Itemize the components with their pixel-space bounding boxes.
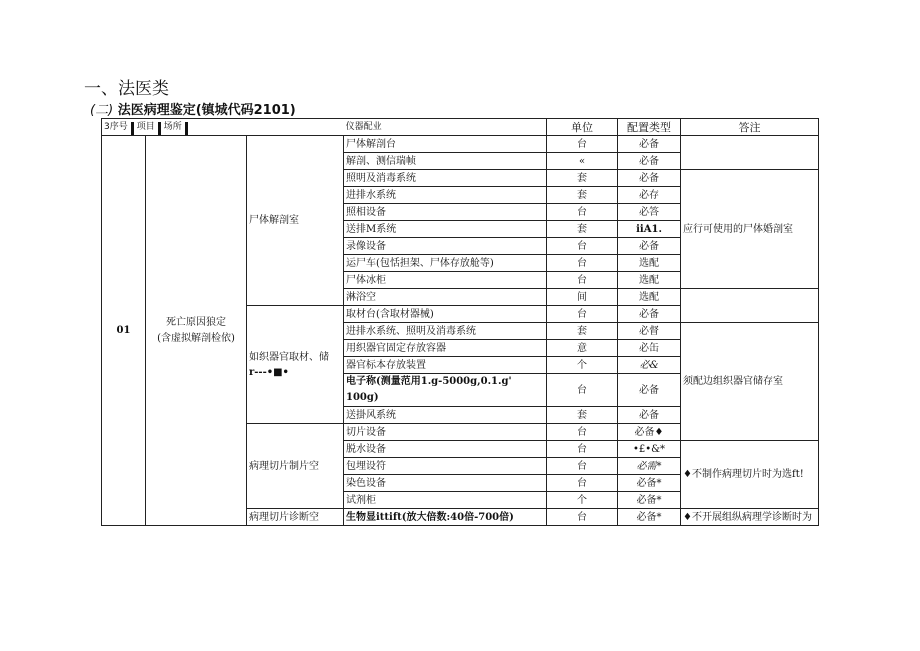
item-unit: 意 [547, 340, 618, 357]
equipment-table [101, 118, 819, 526]
item-type: 必备 [618, 306, 681, 323]
table-header-row [102, 119, 819, 136]
item-unit: 台 [547, 475, 618, 492]
table-row [102, 136, 819, 153]
item-name: 淋浴空 [344, 289, 547, 306]
item-unit: 台 [547, 255, 618, 272]
room-cell-tissue: 如织器官取材、储 r---•■• [247, 306, 344, 424]
item-name: 进排水系统 [344, 187, 547, 204]
item-unit: 台 [547, 441, 618, 458]
item-name: 尸体冰柜 [344, 272, 547, 289]
item-unit: 间 [547, 289, 618, 306]
item-unit: 台 [547, 238, 618, 255]
item-type: 必备 [618, 407, 681, 424]
item-type: 选配 [618, 272, 681, 289]
item-name: 切片设备 [344, 424, 547, 441]
room-cell-slide-prep: 病理切片制片空 [247, 424, 344, 509]
item-unit: « [547, 153, 618, 170]
item-unit: 台 [547, 458, 618, 475]
seq-cell: 01 [102, 136, 146, 526]
item-name: 生物显ittift(放大倍数:40倍-700倍) [344, 509, 547, 526]
item-unit: 台 [547, 509, 618, 526]
item-unit: 台 [547, 306, 618, 323]
item-type: 必存 [618, 187, 681, 204]
item-type: 必答 [618, 204, 681, 221]
item-type: 必备♦ [618, 424, 681, 441]
note-cell-autopsy: 应行可使用的尸体婚剖室 [681, 170, 819, 289]
item-name: 包埋设符 [344, 458, 547, 475]
item-unit: 台 [547, 424, 618, 441]
item-name: 电子称(测量范用1.g-5000g,0.1.g' 100g) [344, 374, 547, 407]
item-type: 选配 [618, 289, 681, 306]
item-name: 器官标本存放装置 [344, 357, 547, 374]
item-name: 照相设备 [344, 204, 547, 221]
item-type: 必督 [618, 323, 681, 340]
item-type: 必备* [618, 475, 681, 492]
subsection-title: 法医病理鉴定(镇城代码2101) [117, 103, 296, 118]
item-unit: 套 [547, 170, 618, 187]
item-unit: 个 [547, 492, 618, 509]
item-type: 必& [618, 357, 681, 374]
item-name: 进排水系统、照明及消毒系统 [344, 323, 547, 340]
item-unit: 套 [547, 221, 618, 238]
item-name: 脱水设备 [344, 441, 547, 458]
header-notes: 答注 [681, 119, 819, 136]
item-unit: 台 [547, 272, 618, 289]
item-name: 用织器官固定存放容器 [344, 340, 547, 357]
room-cell-autopsy: 尸体解剖室 [247, 136, 344, 306]
item-unit: 套 [547, 187, 618, 204]
item-type: 必备 [618, 374, 681, 407]
item-unit: 套 [547, 323, 618, 340]
item-type: 必需* [618, 458, 681, 475]
header-left-fragment: 3序号 项目 场所 仪器配业 [102, 119, 547, 136]
item-type: 选配 [618, 255, 681, 272]
item-type: 必备 [618, 170, 681, 187]
section-heading: 一、法医类 [84, 79, 169, 99]
item-type: iiA1. [618, 221, 681, 238]
note-cell-slide-prep: ♦不制作病理切片时为选ft! [681, 441, 819, 509]
item-name: 解剖、测信瑞帧 [344, 153, 547, 170]
item-name: 尸体解剖台 [344, 136, 547, 153]
item-name: 录像设备 [344, 238, 547, 255]
item-type: 必备* [618, 509, 681, 526]
item-name: 照明及消毒系统 [344, 170, 547, 187]
item-unit: 套 [547, 407, 618, 424]
item-unit: 台 [547, 204, 618, 221]
item-unit: 个 [547, 357, 618, 374]
item-name: 运尸车(包恬担架、尸体存放舱等) [344, 255, 547, 272]
header-config-type: 配置类型 [618, 119, 681, 136]
item-unit: 台 [547, 374, 618, 407]
item-type: 必备 [618, 238, 681, 255]
item-type: 必缶 [618, 340, 681, 357]
item-name: 送排M系统 [344, 221, 547, 238]
subsection-prefix: (二) [90, 103, 114, 118]
subsection-heading [90, 99, 296, 118]
item-name: 送掛风系统 [344, 407, 547, 424]
item-name: 染色设备 [344, 475, 547, 492]
note-cell-empty [681, 289, 819, 323]
item-name: 试剂柜 [344, 492, 547, 509]
item-type: •£•&* [618, 441, 681, 458]
project-cell: 死亡原因狼定 (含虚拟解剖检依) [146, 136, 247, 526]
item-type: 必备* [618, 492, 681, 509]
item-type: 必备 [618, 153, 681, 170]
room-cell-diagnosis: 病理切片诊断空 [247, 509, 344, 526]
header-unit: 单位 [547, 119, 618, 136]
item-name: 取材台(含取材器械) [344, 306, 547, 323]
item-unit: 台 [547, 136, 618, 153]
item-type: 必备 [618, 136, 681, 153]
note-cell-diagnosis: ♦不开展组纵病理学诊断时为 [681, 509, 819, 526]
note-cell-empty [681, 136, 819, 170]
note-cell-tissue: 须配边组织器官储存室 [681, 323, 819, 441]
